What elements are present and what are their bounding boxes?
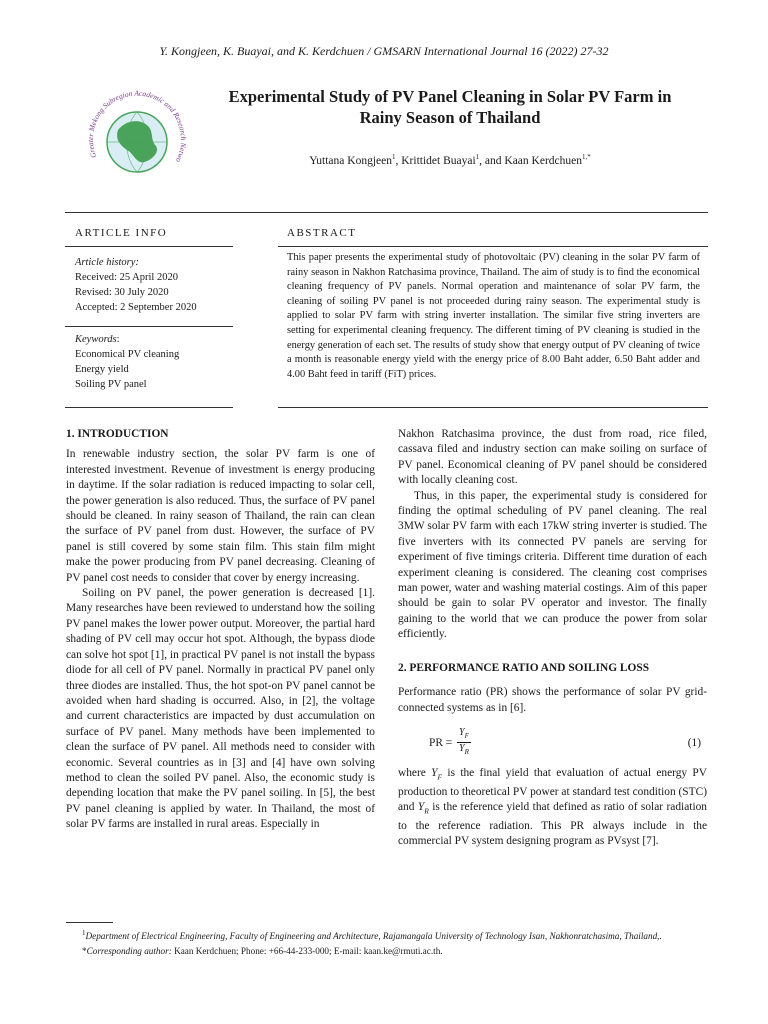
keywords-divider <box>65 326 233 327</box>
author-list <box>205 155 695 167</box>
title-line-2: Rainy Season of Thailand <box>359 108 541 127</box>
footnotes <box>66 930 708 957</box>
accepted-date: Accepted: 2 September 2020 <box>75 302 197 313</box>
intro-paragraph-1: In renewable industry section, the solar PV farm is one of interested investment. Revenue of investment is energy producing in daytime. If the solar radiation is reduced impacting to solar cell, the power generation is also reduced. Thus, the surface of PV panel should be cleaned. In rainy season of Thailand, the rain can clean the surface of PV panel from dust. However, the surface of PV panel is still covered by some stain film. This stain film might make the power producing from PV panel decreasing. Cleaning of PV panel cost needs to consider that cover by energy increasing. <box>66 448 375 584</box>
journal-logo <box>78 82 196 200</box>
keyword: Economical PV cleaning <box>75 349 180 360</box>
equation-denominator <box>457 743 471 758</box>
author-1-affiliation: 1 <box>391 153 396 162</box>
corresponding-contact: Kaan Kerdchuen; Phone: +66-44-233-000; E-mail: kaan.ke@rmuti.ac.th. <box>171 945 443 956</box>
pr-definition-paragraph <box>398 766 707 850</box>
affiliation-footnote <box>66 930 708 943</box>
yf-subscript: F <box>437 772 443 782</box>
abstract-divider <box>278 246 708 247</box>
right-column <box>398 427 707 850</box>
keywords-label: Keywords <box>75 334 117 345</box>
corresponding-label: Corresponding author: <box>86 945 172 956</box>
globe-logo-icon <box>78 82 196 200</box>
equation-number: (1) <box>687 736 701 749</box>
article-info-bottom-divider <box>65 407 233 408</box>
header-divider <box>65 212 708 213</box>
text-run: where <box>398 766 432 779</box>
intro-paragraph-2: Soiling on PV panel, the power generation is decreased [1]. Many researches have been reviewed to understand how the soiling PV panel makes the lower power output. Moreover, the partial hard shading of PV cell may occur hot spot. Although, the bypass diode can solve hot spot [1], in practical PV panel is not install the bypass diode for all cell of PV panel. Normally in practical PV panel only three diodes are installed. Thus, the hot spot-on PV panel cannot be avoided when hard shading is occurred. Also, in [2], the voltage and current characteristics are impacted by dust accumulation on surface of PV panel. Many methods have been implemented to clean the surface of PV panel. All methods need to consider with economic. Several countries as in [3] and [4] have own solving method to clean the soiled PV panel. Also, the economic study is depending location that make the PV panel soiling. In [5], the best PV panel cleaning is applied by water. In Thailand, the most of solar PV farms are installed in rural areas. Especially in <box>66 587 375 831</box>
text-run: is the reference yield that defined as ratio of solar radiation to the reference radiation. This PR always include in the commercial PV system designing program as PVsyst [7]. <box>398 801 707 848</box>
author-3-affiliation: 1,* <box>581 153 591 162</box>
author-separator: , <box>395 155 402 167</box>
title-line-1: Experimental Study of PV Panel Cleaning in Solar PV Farm in <box>228 87 672 106</box>
equation-fraction <box>457 727 471 758</box>
received-date: Received: 25 April 2020 <box>75 272 178 283</box>
equation-1 <box>398 724 707 762</box>
author-1: Yuttana Kongjeen <box>309 155 392 167</box>
footnote-star: * <box>82 945 87 956</box>
running-head: Y. Kongjeen, K. Buayai, and K. Kerdchuen / GMSARN International Journal 16 (2022) 27-32 <box>159 44 609 58</box>
keyword: Energy yield <box>75 364 129 375</box>
article-history <box>75 255 235 315</box>
right-paragraph-1: Nakhon Ratchasima province, the dust from road, rice filed, cassava filed and industry section can make soiling on surface of PV panel. Economical cleaning of PV panel should be considered with locally cleaning cost. <box>398 428 707 487</box>
yr-subscript: R <box>424 806 429 816</box>
right-paragraph-2: Thus, in this paper, the experimental study is considered for finding the optimal scheduling of PV panel cleaning. The real 3MW solar PV farm with each 17kW string inverter is studied. The five inverters with its connected PV panels are serving for experiment of five timings criteria. Different time duration of each experiment cleaning is considered. The cleaning cost comprises man power, water and washing material costings. Aim of this paper should be gain to solar PV operator and investor. The finally gaining to the world that we can produce the power from solar efficiently. <box>398 489 707 641</box>
article-info-divider <box>65 246 233 247</box>
yr-symbol: Y <box>417 801 425 813</box>
section-heading-performance-ratio: 2. PERFORMANCE RATIO AND SOILING LOSS <box>398 661 650 674</box>
section-heading-introduction: 1. INTRODUCTION <box>66 428 169 440</box>
yf-symbol: Y <box>431 766 438 779</box>
keywords-block <box>75 332 235 392</box>
equation-lhs: PR = <box>429 736 453 749</box>
yr-subscript: R <box>464 747 469 756</box>
yf-subscript: F <box>464 731 469 740</box>
author-2: Krittidet Buayai <box>401 155 476 167</box>
author-2-affiliation: 1 <box>475 153 480 162</box>
article-info-heading: ARTICLE INFO <box>75 227 168 239</box>
text-run: is the final yield that evaluation of actual energy PV production to theoretical PV power at standard test condition (STC) and <box>398 766 707 813</box>
yf-symbol: Y <box>459 726 465 738</box>
pr-paragraph: Performance ratio (PR) shows the performance of solar PV grid-connected systems as in [6]. <box>398 686 707 714</box>
corresponding-author-footnote <box>66 945 708 958</box>
yr-symbol: Y <box>459 742 465 754</box>
abstract-bottom-divider <box>278 407 708 408</box>
footnote-marker: 1 <box>82 928 86 937</box>
equation-numerator <box>457 727 471 743</box>
keywords-colon: : <box>116 334 120 345</box>
left-column <box>66 427 375 833</box>
author-3: Kaan Kerdchuen <box>504 155 582 167</box>
abstract-heading: ABSTRACT <box>287 227 357 239</box>
footnote-divider <box>66 922 113 923</box>
history-label: Article history: <box>75 257 139 268</box>
abstract-text: This paper presents the experimental study of photovoltaic (PV) cleaning in the solar PV farm of rainy season in Nakhon Ratchasima province, Thailand. The aim of study is to find the economical cleaning frequency of PV panels. Normal operation and maintenance of solar PV farm, the cleaning of soiling PV panel is not proceeded during rainy season. The experimental study is applied to solar PV farm with string inverter installation. The similar five string inverters are setting for experimental cleaning frequency. The different timing of PV cleaning is studied in the energy generation of each set. The results of study show that energy output of PV cleaning of twice a month is reasonable energy yield with the energy price of 8.00 Baht adder, 6.50 Baht adder and 4.00 Baht feed in tariff (FiT) prices. <box>287 252 700 380</box>
keyword: Soiling PV panel <box>75 379 147 390</box>
paper-title <box>205 86 695 128</box>
logo-ring-text: Greater Mekong Subregion Academic and Research Netwo <box>85 88 189 164</box>
affiliation-text: Department of Electrical Engineering, Faculty of Engineering and Architecture, Rajamangala University of Technology Isan, Nakhonratchasima, Thailand,. <box>85 931 662 941</box>
revised-date: Revised: 30 July 2020 <box>75 287 169 298</box>
author-separator: , and <box>479 155 505 167</box>
